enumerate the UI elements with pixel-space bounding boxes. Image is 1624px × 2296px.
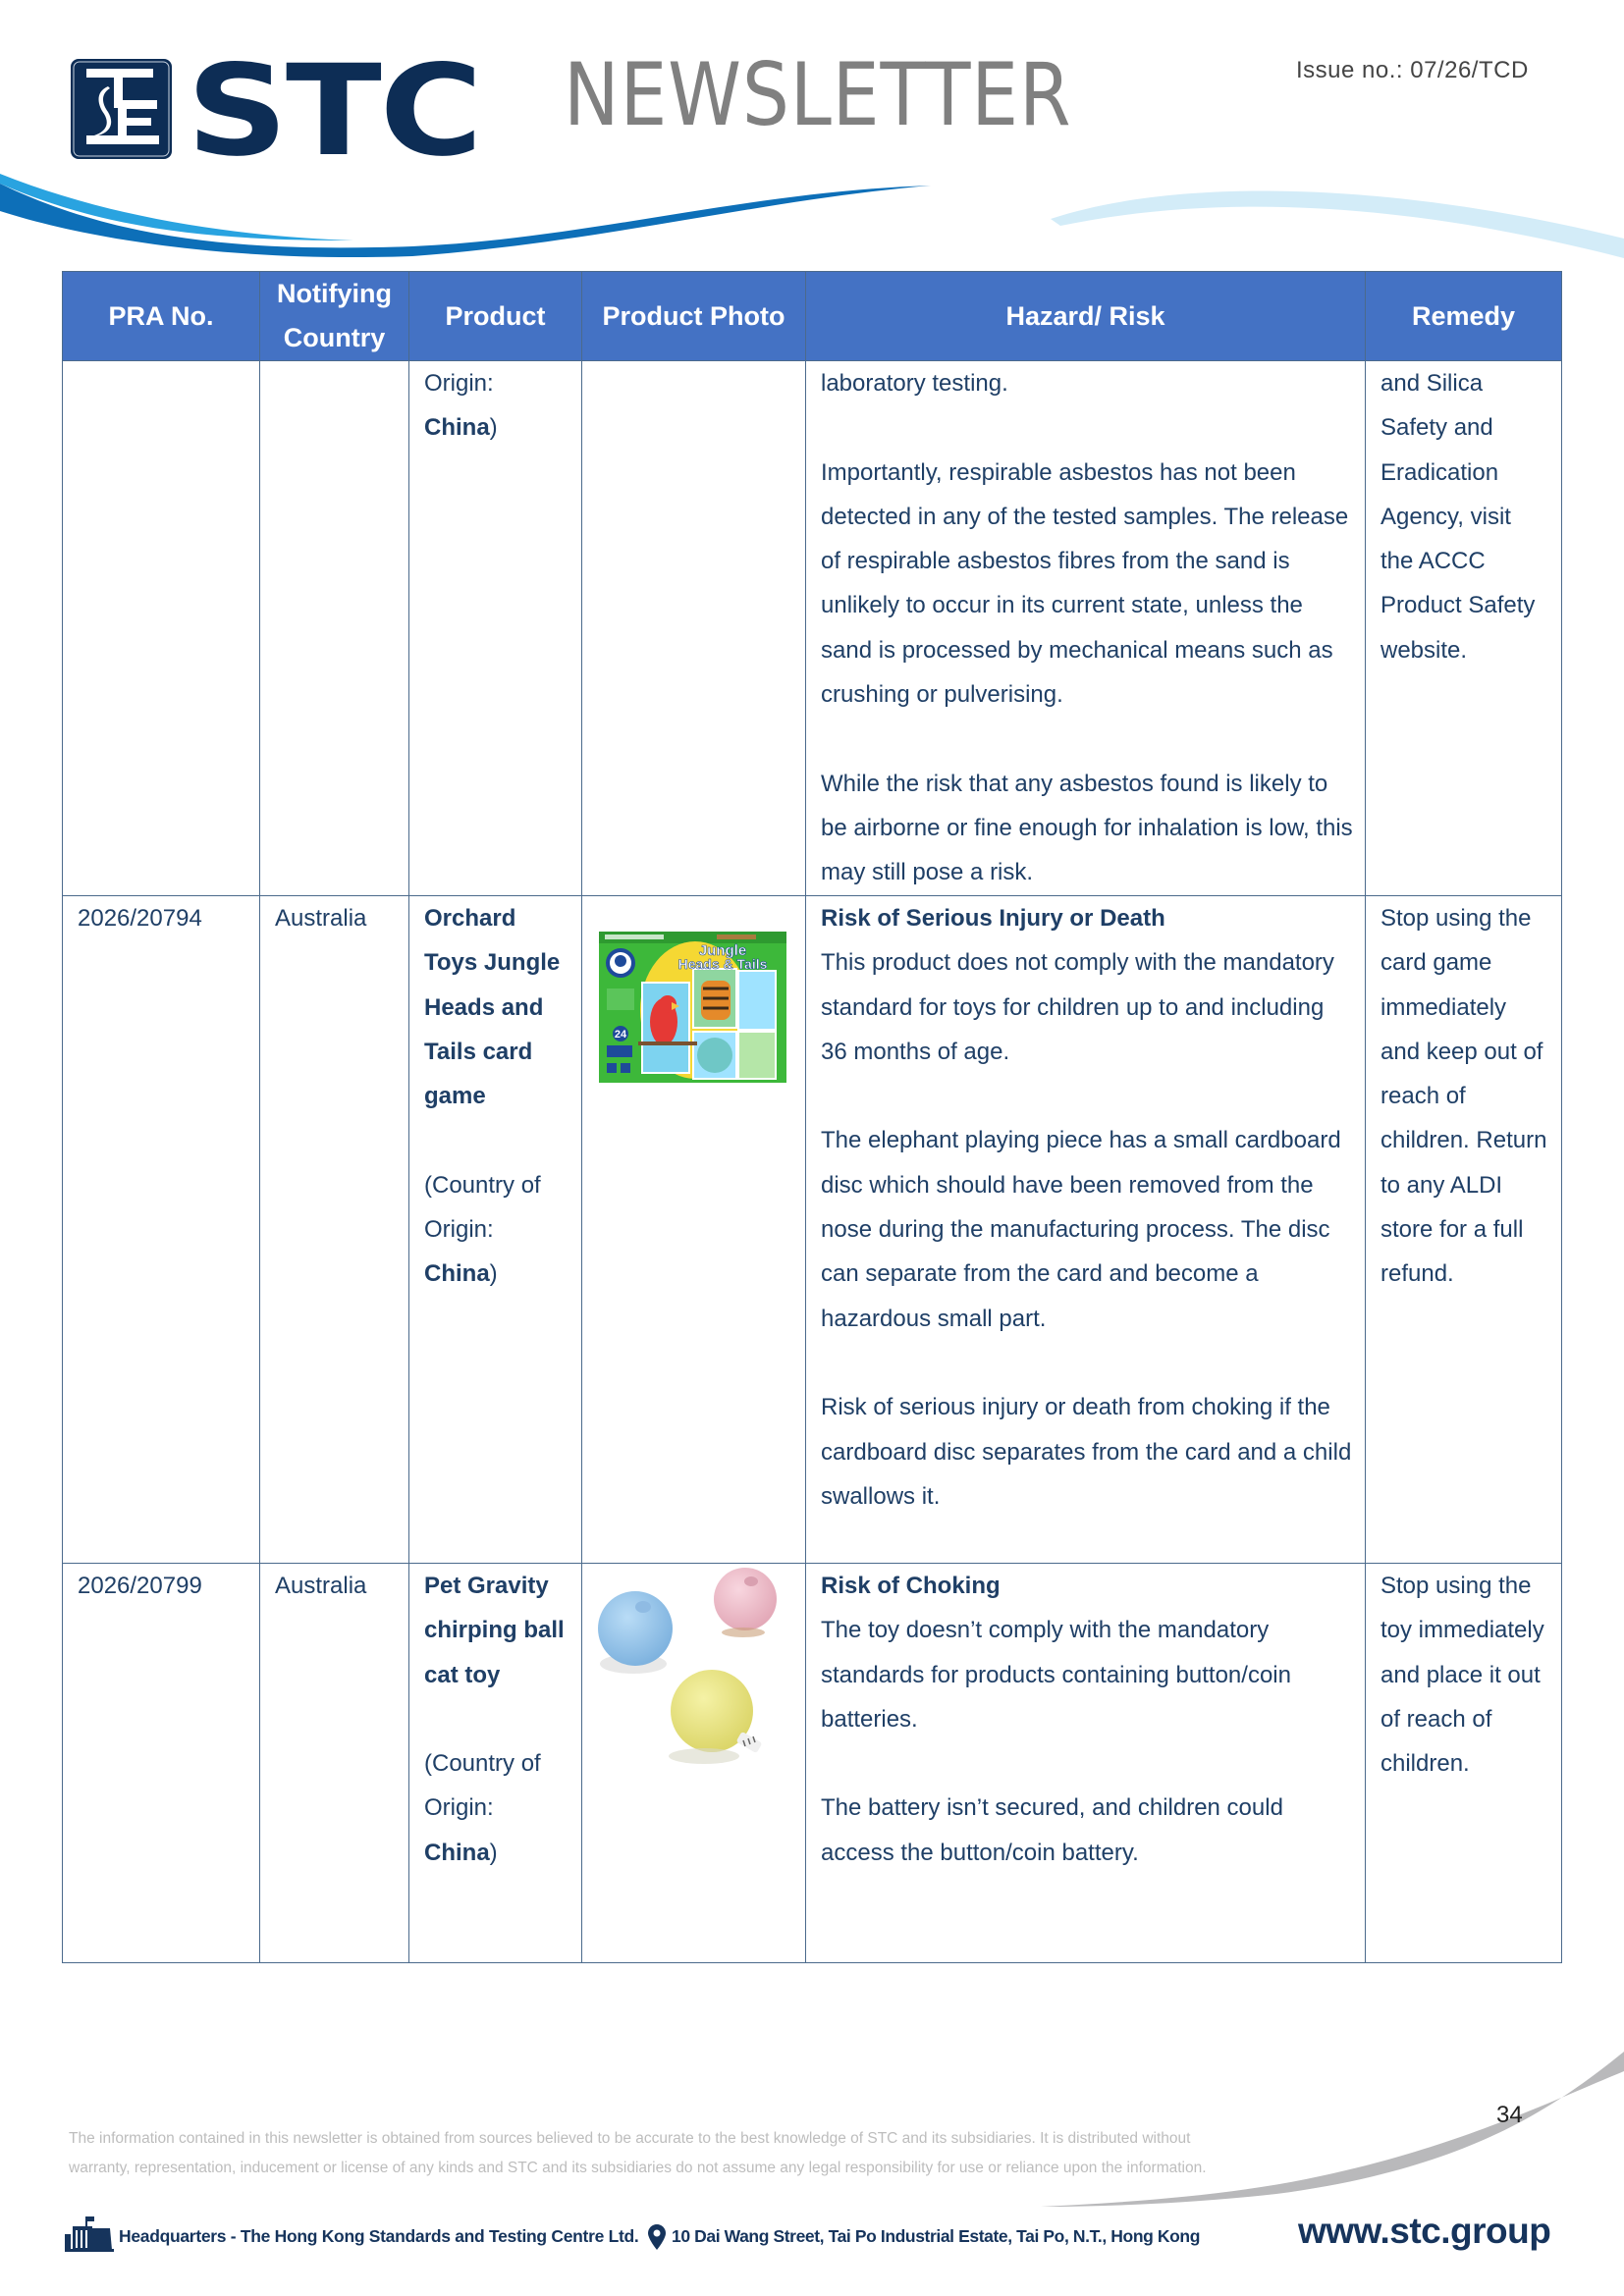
header-swoosh-decoration — [0, 172, 1624, 260]
hazard-paragraph: The elephant playing piece has a small cardboard disc which should have been removed from the nose during the manufacturing process. The disc can separate from the card and become a hazardous small part. — [821, 1127, 1341, 1332]
product-cell — [409, 896, 582, 1564]
notifying-country-cell: Australia — [260, 1564, 409, 1963]
issue-number: Issue no.: 07/26/TCD — [1296, 57, 1529, 83]
product-photo-cell — [582, 1564, 806, 1963]
product-cell — [409, 361, 582, 896]
product-name: Pet Gravity chirping ball cat toy — [424, 1573, 565, 1688]
hazard-title: Risk of Serious Injury or Death — [821, 905, 1165, 932]
address-text: 10 Dai Wang Street, Tai Po Industrial Estate, Tai Po, N.T., Hong Kong — [672, 2226, 1200, 2246]
origin-country: China — [424, 414, 490, 442]
disclaimer-line: warranty, representation, inducement or license of any kinds and STC and its subsidiaries do not assume any legal responsibility for use or reliance upon the information. — [69, 2160, 1207, 2176]
page-number: 34 — [1496, 2102, 1523, 2128]
disclaimer-line: The information contained in this newsletter is obtained from sources believed to be accurate to the best knowledge of STC and its subsidiaries. It is distributed without — [69, 2130, 1191, 2147]
stc-emblem-logo — [69, 57, 174, 161]
origin-label: Origin: — [424, 370, 494, 397]
column-header-notifying-country-line2: Country — [283, 323, 386, 352]
column-header-product-photo: Product Photo — [582, 272, 806, 361]
hazard-paragraph: The toy doesn’t comply with the mandatory standards for products containing button/coin batteries. — [821, 1617, 1291, 1733]
table-row — [63, 1564, 1562, 1963]
photo-box-title-line2: Heads & Tails — [677, 956, 768, 972]
remedy-cell: Stop using the toy immediately and place it out of reach of children. — [1366, 1564, 1562, 1963]
origin-close: ) — [489, 414, 498, 442]
product-photo-chirping-balls — [596, 1568, 792, 1776]
remedy-cell: Stop using the card game immediately and keep out of reach of children. Return to any ALDI store for a full refund. — [1366, 896, 1562, 1564]
column-header-product: Product — [409, 272, 582, 361]
origin-country: China — [424, 1839, 490, 1866]
remedy-cell: and Silica Safety and Eradication Agency, visit the ACCC Product Safety website. — [1366, 361, 1562, 896]
column-header-notifying-country — [260, 272, 409, 361]
origin-country: China — [424, 1260, 490, 1288]
hazard-paragraph: This product does not comply with the mandatory standard for toys for children up to and including 36 months of age. — [821, 949, 1334, 1065]
column-header-pra-no: PRA No. — [63, 272, 260, 361]
map-pin-icon — [648, 2224, 666, 2250]
product-photo-jungle-heads-tails — [599, 932, 786, 1083]
product-name: Orchard Toys Jungle Heads and Tails card game — [424, 905, 561, 1110]
origin-close: ) — [489, 1260, 498, 1288]
newsletter-title: NEWSLETTER — [564, 44, 1072, 145]
hazard-paragraph: Risk of serious injury or death from choking if the cardboard disc separates from the card and a child swallows it. — [821, 1394, 1352, 1510]
table-header-row — [63, 272, 1562, 361]
notifying-country-cell — [260, 361, 409, 896]
photo-box-title-line1: Jungle — [698, 942, 747, 959]
product-cell — [409, 1564, 582, 1963]
pra-number-cell: 2026/20799 — [63, 1564, 260, 1963]
pra-number-cell: 2026/20794 — [63, 896, 260, 1564]
origin-label: (Country of Origin: — [424, 1171, 541, 1244]
hazard-title: Risk of Choking — [821, 1573, 1001, 1599]
disclaimer — [69, 2124, 1286, 2183]
table-row — [63, 361, 1562, 896]
origin-close: ) — [489, 1839, 498, 1866]
notifying-country-cell: Australia — [260, 896, 409, 1564]
product-recall-table — [62, 271, 1562, 1963]
hazard-paragraph: The battery isn’t secured, and children could access the button/coin battery. — [821, 1794, 1283, 1866]
column-header-notifying-country-line1: Notifying — [277, 279, 392, 308]
hazard-cell — [806, 1564, 1366, 1963]
hazard-paragraph: While the risk that any asbestos found is likely to be airborne or fine enough for inhalation is low, this may still pose a risk. — [821, 770, 1353, 886]
column-header-remedy: Remedy — [1366, 272, 1562, 361]
table-row — [63, 896, 1562, 1564]
column-header-hazard-risk: Hazard/ Risk — [806, 272, 1366, 361]
headquarters-text: Headquarters - The Hong Kong Standards and Testing Centre Ltd. — [119, 2226, 639, 2246]
hazard-paragraph: laboratory testing. — [821, 370, 1008, 397]
product-photo-cell — [582, 361, 806, 896]
hazard-cell — [806, 361, 1366, 896]
product-photo-cell — [582, 896, 806, 1564]
photo-badge-text: 24 — [614, 1029, 627, 1041]
hazard-cell — [806, 896, 1366, 1564]
stc-logo-wordmark: STC — [187, 38, 481, 185]
hazard-paragraph: Importantly, respirable asbestos has not been detected in any of the tested samples. The release of respirable asbestos fibres from the sand is unlikely to occur in its current state, unless the sand is processed by mechanical means such as crushing or pulverising. — [821, 458, 1349, 709]
pra-number-cell — [63, 361, 260, 896]
website-link[interactable]: www.stc.group — [1298, 2211, 1551, 2251]
building-icon — [65, 2216, 114, 2252]
origin-label: (Country of Origin: — [424, 1750, 541, 1822]
